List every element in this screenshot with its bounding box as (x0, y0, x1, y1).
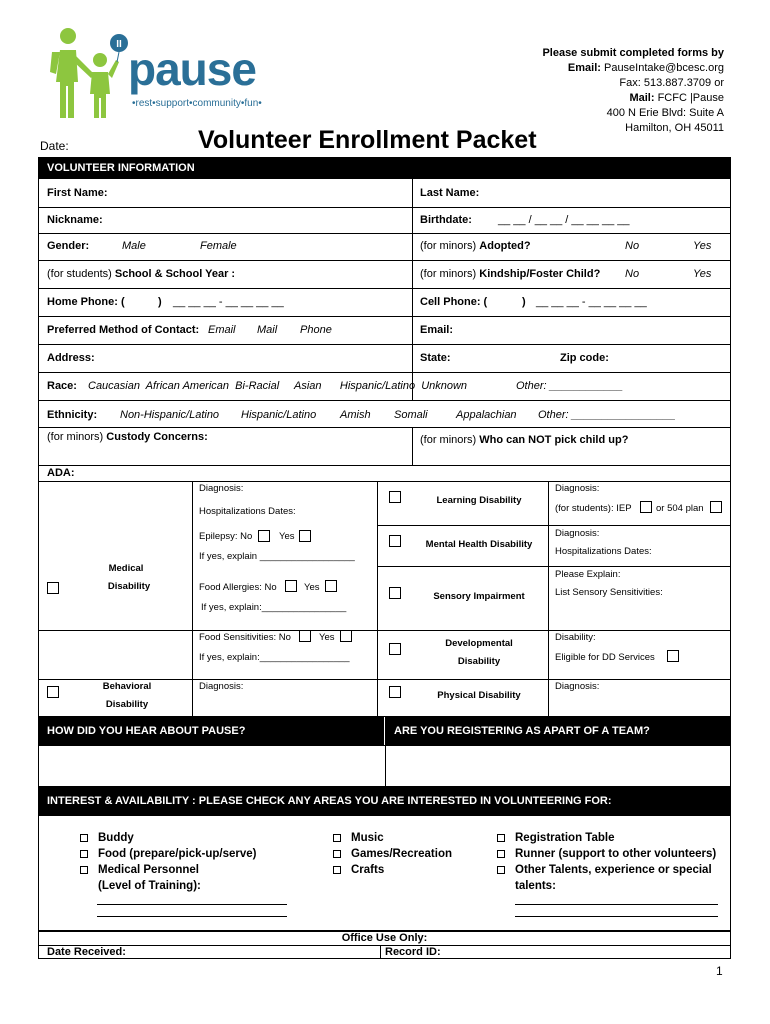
custody-label: Custody Concerns: (106, 431, 208, 443)
food-allergies-yes-label: Yes (304, 582, 320, 593)
team-answer[interactable] (387, 747, 729, 785)
last-name-label[interactable]: Last Name: (420, 187, 480, 199)
ethnicity-hispanic[interactable]: Hispanic/Latino (241, 409, 317, 421)
submit-fax: Fax: 513.887.3709 or (619, 77, 724, 89)
contact-phone[interactable]: Phone (300, 324, 332, 336)
record-id-label: Record ID: (385, 946, 441, 958)
food-allergies-explain[interactable]: If yes, explain:________________ (201, 602, 347, 613)
zip-label[interactable]: Zip code: (560, 352, 609, 364)
hear-answer[interactable] (40, 747, 383, 785)
birthdate-blank[interactable]: __ __ / __ __ / __ __ __ __ (498, 214, 630, 226)
page-title: Volunteer Enrollment Packet (198, 126, 537, 154)
medical-checkbox[interactable] (47, 582, 59, 594)
address-label[interactable]: Address: (47, 352, 95, 364)
adopted-yes[interactable]: Yes (693, 240, 712, 252)
food-sens-yes-checkbox[interactable] (340, 630, 352, 642)
ethnicity-amish[interactable]: Amish (340, 409, 371, 421)
interest-header: INTEREST & AVAILABILITY : PLEASE CHECK ANY AREAS YOU ARE INTERESTED IN VOLUNTEERING FOR: (38, 787, 731, 815)
physical-diagnosis[interactable]: Diagnosis: (555, 681, 600, 692)
food-sens-yes-label: Yes (319, 632, 335, 643)
email-field-label[interactable]: Email: (420, 324, 454, 336)
pickup-label: Who can NOT pick child up? (479, 434, 629, 446)
iep-label: (for students): IEP (555, 503, 632, 514)
crafts-label: Crafts (351, 864, 385, 876)
gender-label: Gender: (47, 240, 90, 252)
ethnicity-other[interactable]: Other: _________________ (538, 409, 676, 421)
adopted-row (420, 240, 531, 252)
team-header: ARE YOU REGISTERING AS APART OF A TEAM? (384, 717, 731, 745)
epilepsy-yes-checkbox[interactable] (299, 530, 311, 542)
food-allergies-yes-checkbox[interactable] (325, 580, 337, 592)
music-checkbox[interactable] (333, 834, 341, 842)
learning-label: Learning Disability (436, 495, 522, 506)
interest-food[interactable] (80, 846, 256, 862)
custody-row[interactable] (47, 431, 208, 443)
minors-prefix-3: (for minors) (47, 431, 104, 443)
buddy-label: Buddy (98, 832, 134, 844)
kinship-row (420, 268, 600, 280)
food-sens-label: Food Sensitivities: No (199, 632, 291, 643)
interest-music[interactable] (333, 830, 452, 846)
food-allergies-label: Food Allergies: No (199, 582, 277, 593)
office-title: Office Use Only: (341, 932, 428, 944)
students-prefix: (for students) (47, 268, 112, 280)
sensory-explain[interactable]: Please Explain: (555, 569, 621, 580)
mental-diagnosis[interactable]: Diagnosis: (555, 528, 600, 539)
interest-registration[interactable] (497, 830, 716, 846)
epilepsy-no-checkbox[interactable] (258, 530, 270, 542)
behavioral-label: Behavioral (102, 681, 152, 692)
home-phone-label[interactable]: Home Phone: ( (47, 296, 125, 308)
minors-prefix-2: (for minors) (420, 268, 477, 280)
logo-figures-icon (48, 26, 128, 122)
mental-checkbox[interactable] (389, 535, 401, 547)
gender-female[interactable]: Female (200, 240, 237, 252)
epilepsy-yes-label: Yes (279, 531, 295, 542)
physical-checkbox[interactable] (389, 686, 401, 698)
mental-hosp-dates[interactable]: Hospitalizations Dates: (555, 546, 652, 557)
ethnicity-non-hispanic[interactable]: Non-Hispanic/Latino (120, 409, 220, 421)
runner-label: Runner (support to other volunteers) (515, 848, 717, 860)
interest-medical[interactable] (80, 862, 256, 878)
medical-personnel-label: Medical Personnel (98, 864, 199, 876)
contact-label: Preferred Method of Contact: (47, 324, 200, 336)
race-label: Race: (47, 380, 77, 392)
mail-label: Mail: (629, 92, 655, 104)
submit-email: PauseIntake@bcesc.org (603, 62, 724, 74)
race-options[interactable]: Caucasian African American Bi-Racial Asian Hispanic/Latino Unknown (88, 380, 468, 392)
interest-other[interactable] (497, 862, 716, 878)
svg-text:II: II (116, 39, 122, 50)
food-label: Food (prepare/pick-up/serve) (98, 848, 257, 860)
kinship-no[interactable]: No (625, 268, 640, 280)
cell-phone-label[interactable]: Cell Phone: ( (420, 296, 488, 308)
kinship-label: Kindship/Foster Child? (479, 268, 601, 280)
sensory-checkbox[interactable] (389, 587, 401, 599)
cell-phone-blank[interactable]: __ __ __ - __ __ __ __ (536, 296, 647, 308)
physical-label: Physical Disability (437, 690, 521, 701)
home-phone-close: ) (158, 296, 162, 308)
interest-buddy[interactable] (80, 830, 256, 846)
school-label: School & School Year : (114, 268, 236, 280)
medical-label: Medical (108, 563, 144, 574)
epilepsy-explain[interactable]: If yes, explain __________________ (199, 551, 355, 562)
medical-diagnosis[interactable]: Diagnosis: (199, 483, 244, 494)
developmental-label: Developmental (445, 638, 513, 649)
submit-mail: FCFC |Pause (657, 92, 724, 104)
interest-col1 (80, 830, 256, 894)
sensory-label: Sensory Impairment (433, 591, 525, 602)
submit-email-line (424, 61, 724, 76)
date-label[interactable]: Date: (40, 139, 69, 153)
gender-male[interactable]: Male (122, 240, 146, 252)
ethnicity-label: Ethnicity: (47, 409, 98, 421)
adopted-no[interactable]: No (625, 240, 640, 252)
state-label[interactable]: State: (420, 352, 451, 364)
cell-phone-close: ) (522, 296, 526, 308)
logo-tagline: •rest•support•community•fun• (132, 98, 262, 109)
logo-brand: pause (128, 43, 256, 95)
nickname-label[interactable]: Nickname: (47, 214, 103, 226)
behavioral-disability-label: Disability (105, 699, 149, 710)
registration-checkbox[interactable] (497, 834, 505, 842)
medical-personnel-checkbox[interactable] (80, 866, 88, 874)
birthdate-label[interactable]: Birthdate: (420, 214, 472, 226)
other-talents-label: Other Talents, experience or special (515, 864, 712, 876)
dd-services-label: Eligible for DD Services (555, 652, 655, 663)
crafts-checkbox[interactable] (333, 866, 341, 874)
logo (48, 26, 278, 122)
interest-col3 (497, 830, 716, 894)
epilepsy-label: Epilepsy: No (199, 531, 253, 542)
behavioral-checkbox[interactable] (47, 686, 59, 698)
school-row[interactable] (47, 268, 235, 280)
home-phone-blank[interactable]: __ __ __ - __ __ __ __ (173, 296, 284, 308)
plan-504-label: or 504 plan (656, 503, 704, 514)
iep-checkbox[interactable] (640, 501, 652, 513)
runner-checkbox[interactable] (497, 850, 505, 858)
first-name-label[interactable]: First Name: (47, 187, 108, 199)
submit-mail-line (424, 91, 724, 106)
sensory-sensitivities[interactable]: List Sensory Sensitivities: (555, 587, 663, 598)
race-other[interactable]: Other: ____________ (516, 380, 624, 392)
submit-line1: Please submit completed forms by (542, 47, 724, 59)
learning-diagnosis[interactable]: Diagnosis: (555, 483, 600, 494)
kinship-yes[interactable]: Yes (693, 268, 712, 280)
email-label: Email: (567, 62, 601, 74)
talents-label: talents: (515, 880, 556, 892)
interest-crafts[interactable] (333, 862, 452, 878)
plan-504-checkbox[interactable] (710, 501, 722, 513)
ethnicity-appalachian[interactable]: Appalachian (456, 409, 517, 421)
pickup-row[interactable] (420, 434, 628, 446)
behavioral-diagnosis[interactable]: Diagnosis: (199, 681, 244, 692)
adopted-label: Adopted? (479, 240, 531, 252)
food-checkbox[interactable] (80, 850, 88, 858)
submit-address2: Hamilton, OH 45011 (625, 122, 724, 134)
developmental-checkbox[interactable] (389, 643, 401, 655)
volunteer-info-header: VOLUNTEER INFORMATION (38, 157, 731, 179)
contact-email[interactable]: Email (208, 324, 236, 336)
developmental-disability-label: Disability (457, 656, 501, 667)
music-label: Music (351, 832, 384, 844)
minors-prefix: (for minors) (420, 240, 477, 252)
developmental-disability-field[interactable]: Disability: (555, 632, 596, 643)
medical-disability-label: Disability (107, 581, 151, 592)
date-received-label: Date Received: (47, 946, 126, 958)
games-checkbox[interactable] (333, 850, 341, 858)
ada-label: ADA: (47, 467, 75, 479)
games-label: Games/Recreation (351, 848, 452, 860)
food-sens-explain[interactable]: If yes, explain:_________________ (199, 652, 350, 663)
page-number: 1 (716, 964, 723, 978)
interest-runner[interactable] (497, 846, 716, 862)
dd-services-checkbox[interactable] (667, 650, 679, 662)
minors-prefix-4: (for minors) (420, 434, 477, 446)
submit-info (424, 46, 724, 136)
training-level-label: (Level of Training): (98, 880, 201, 892)
registration-label: Registration Table (515, 832, 615, 844)
contact-mail[interactable]: Mail (257, 324, 278, 336)
other-talents-checkbox[interactable] (497, 866, 505, 874)
submit-address1: 400 N Erie Blvd: Suite A (606, 107, 724, 119)
hear-header: HOW DID YOU HEAR ABOUT PAUSE? (38, 717, 386, 745)
medical-hosp-dates[interactable]: Hospitalizations Dates: (199, 506, 296, 517)
food-allergies-no-checkbox[interactable] (285, 580, 297, 592)
interest-col2 (333, 830, 452, 878)
buddy-checkbox[interactable] (80, 834, 88, 842)
learning-checkbox[interactable] (389, 491, 401, 503)
ethnicity-somali[interactable]: Somali (394, 409, 428, 421)
interest-games[interactable] (333, 846, 452, 862)
food-sens-no-checkbox[interactable] (299, 630, 311, 642)
mental-label: Mental Health Disability (425, 539, 533, 550)
